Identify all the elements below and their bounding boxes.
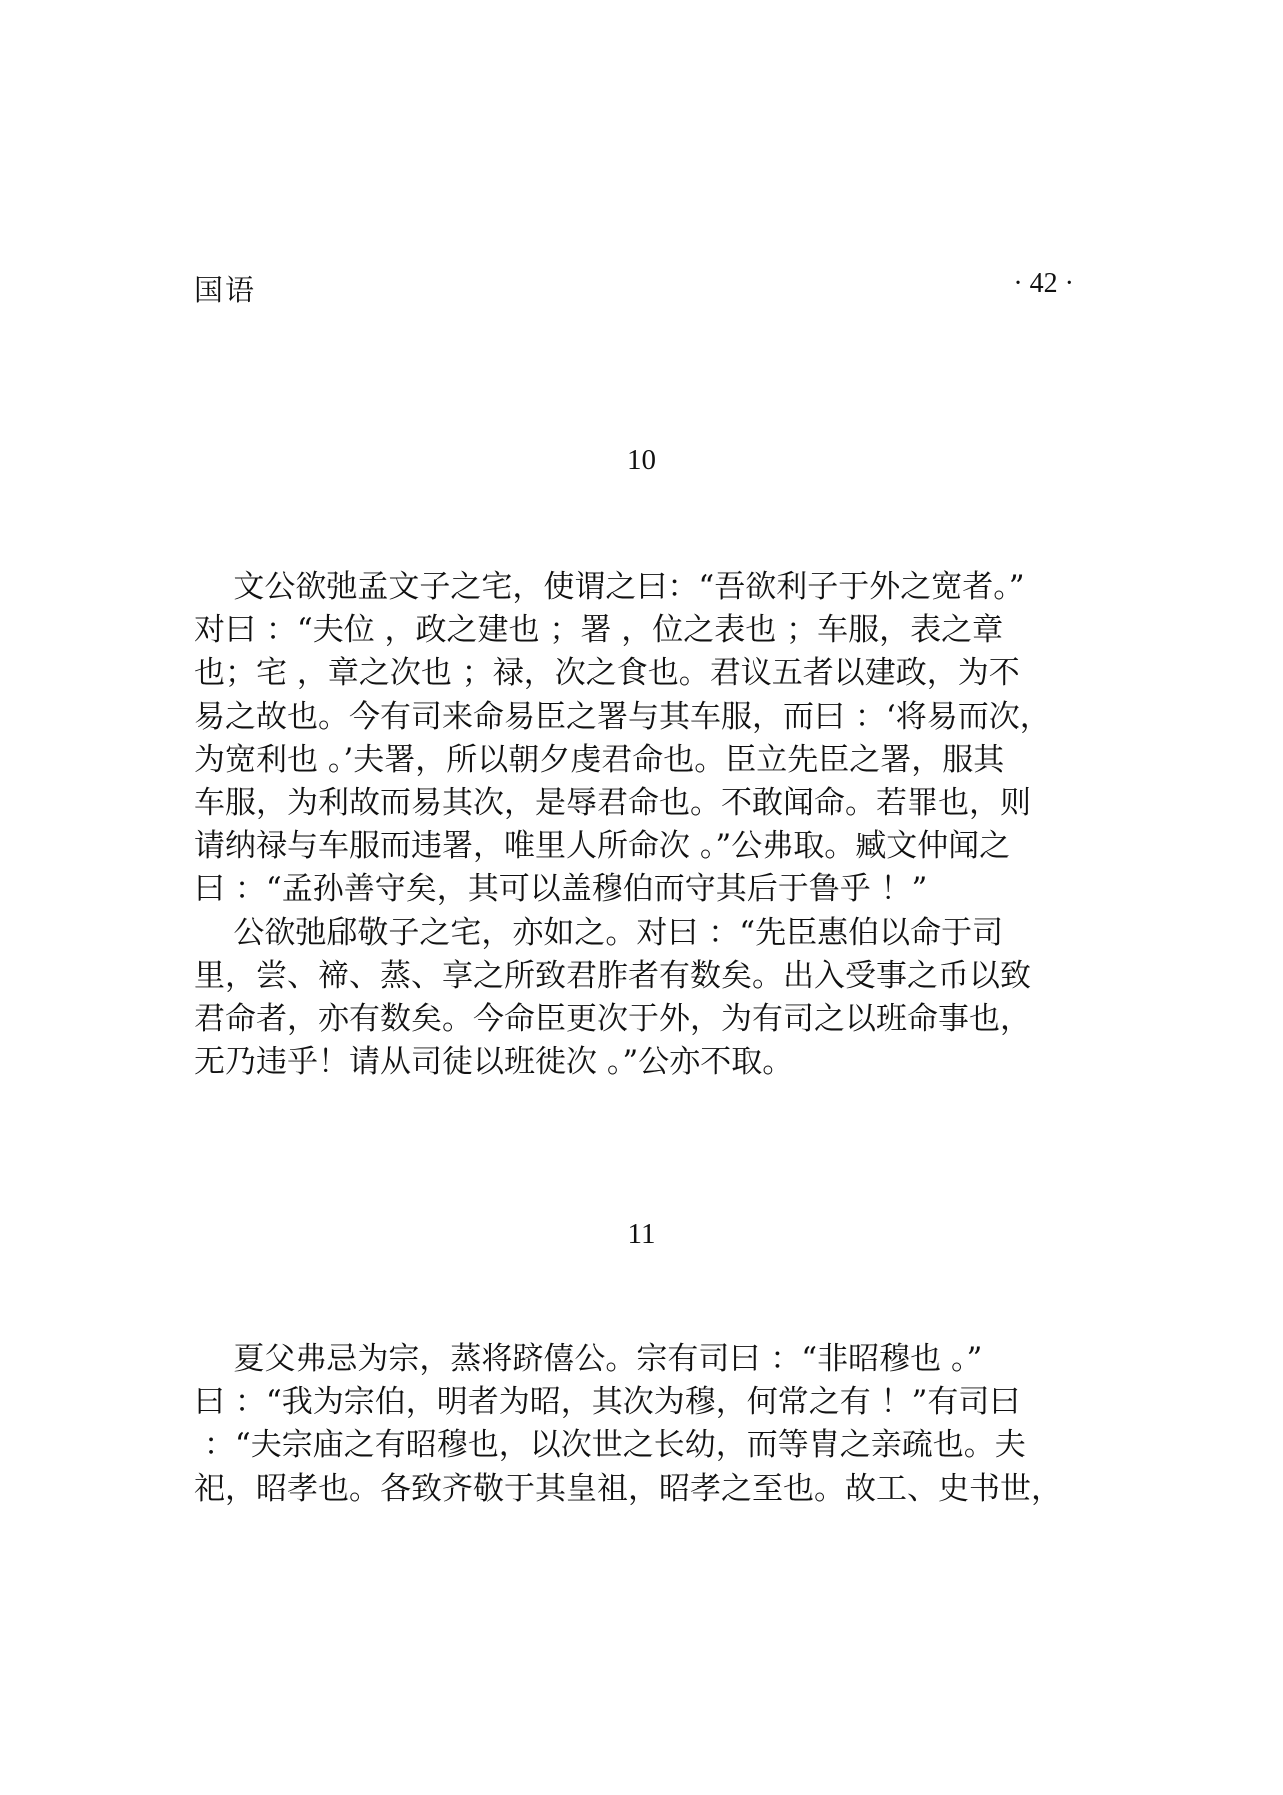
text-line: 祀，昭孝也。各致齐敬于其皇祖，昭孝之至也。故工、史书世， xyxy=(194,1470,1062,1507)
text-line: 曰 ：“我为宗伯，明者为昭，其次为穆，何常之有 ！”有司曰 xyxy=(194,1384,1021,1421)
text-line: 也；宅 ，章之次也 ；禄，次之食也。君议五者以建政，为不 xyxy=(194,655,1020,692)
text-line: 里，尝、禘、蒸、享之所致君胙者有数矣。出入受事之币以致 xyxy=(194,957,1031,994)
text-line: 曰 ：“孟孙善守矣，其可以盖穆伯而守其后于鲁乎 ！” xyxy=(194,871,928,908)
text-line: 夏父弗忌为宗，蒸将跻僖公。宗有司曰 ：“非昭穆也 。” xyxy=(194,1341,983,1377)
section-number-10: 10 xyxy=(627,444,656,476)
text-line: 易之故也。今有司来命易臣之署与其车服，而曰 ：‘将易而次， xyxy=(194,698,1051,735)
section-number-11: 11 xyxy=(627,1218,656,1250)
book-title: 国语 xyxy=(194,273,257,307)
text-line: 无乃违乎！请从司徒以班徙次 。”公亦不取。 xyxy=(194,1044,794,1081)
section-10-text xyxy=(194,566,1092,1084)
text-line: 车服，为利故而易其次，是辱君命也。不敢闻命。若罪也，则 xyxy=(194,784,1031,821)
page-header xyxy=(194,268,1074,308)
text-line: 文公欲弛孟文子之宅，使谓之曰：“吾欲利子于外之宽者。” xyxy=(194,569,1025,605)
text-line: 对曰 ：“夫位 ，政之建也 ；署 ，位之表也 ；车服，表之章 xyxy=(194,612,1004,649)
section-11-text xyxy=(194,1338,1092,1511)
text-line: 公欲弛郈敬子之宅，亦如之。对曰 ：“先臣惠伯以命于司 xyxy=(194,914,1004,951)
text-line: 君命者，亦有数矣。今命臣更次于外，为有司之以班命事也， xyxy=(194,1000,1031,1037)
text-line: 为宽利也 。’夫署，所以朝夕虔君命也。臣立先臣之署，服其 xyxy=(194,741,1005,778)
text-line: 请纳禄与车服而违署，唯里人所命次 。”公弗取。臧文仲闻之 xyxy=(194,828,1011,865)
text-line: ：“夫宗庙之有昭穆也，以次世之长幼，而等胄之亲疏也。夫 xyxy=(194,1427,1026,1464)
page-number: · 42 · xyxy=(1013,268,1074,299)
